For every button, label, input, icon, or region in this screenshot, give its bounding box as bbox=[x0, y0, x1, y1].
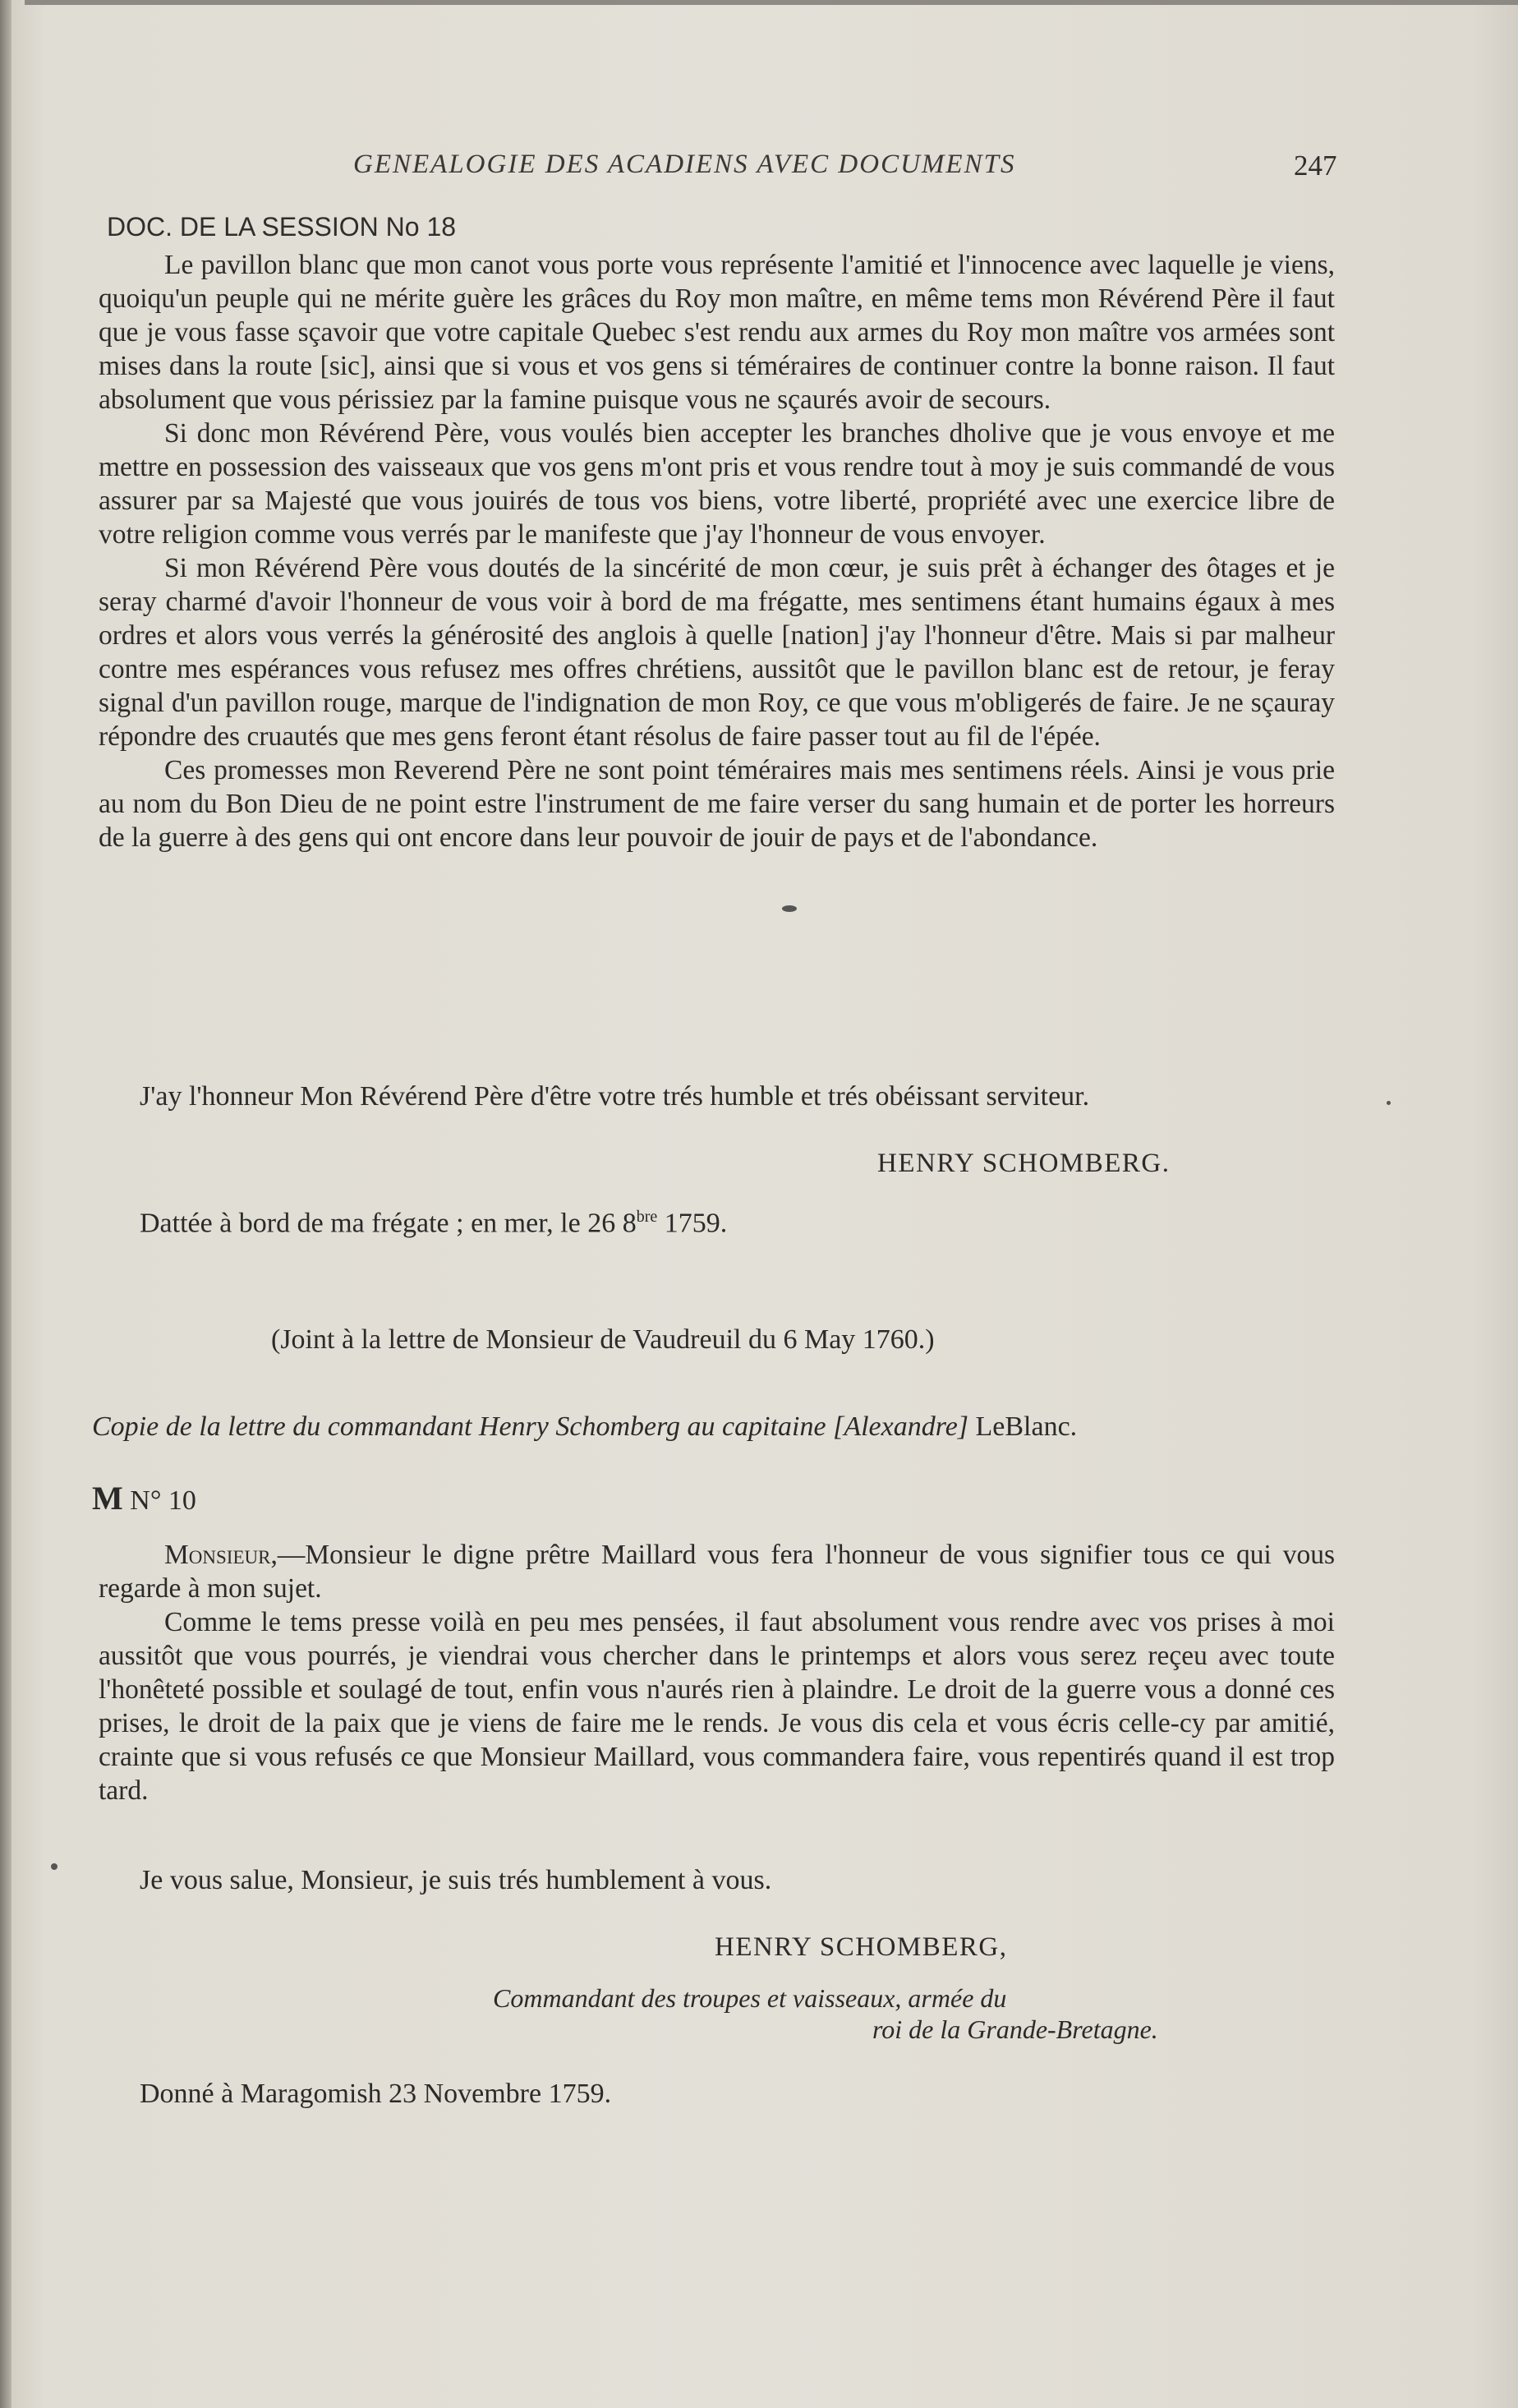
copy-heading-name: [Alexandre] bbox=[833, 1411, 969, 1442]
letter-two-first-paragraph: —Monsieur le digne prêtre Maillard vous fera l'honneur de vous signifier tous ce qui vous regarde à mon sujet. bbox=[99, 1540, 1335, 1604]
page-number: 247 bbox=[1294, 150, 1337, 182]
date-year: 1759. bbox=[657, 1208, 728, 1239]
letter-one-date bbox=[140, 1208, 727, 1239]
letter-two-paragraph: Comme le tems presse voilà en peu mes pensées, il faut absolument vous rendre avec vos prises à moi aussitôt que vous pourrés, je viendrai vous chercher dans le printemps et alors vous serez reçeu avec toute l'honêteté possible et soulagé de tout, enfin vous n'aurés rien à plaindre. Le droit de la guerre vous a donné ces prises, le droit de la paix que je viens de faire me le rends. Je vous dis cela et vous écris celle-cy par amitié, crainte que si vous refusés ce que Monsieur Maillard, vous commandera faire, vous repentirés quand il est trop tard. bbox=[99, 1607, 1335, 1806]
doc-number-letter: M bbox=[92, 1480, 123, 1517]
date-text: Dattée à bord de ma frégate ; en mer, le 26 8 bbox=[140, 1208, 637, 1239]
copy-heading-suffix: LeBlanc. bbox=[968, 1411, 1078, 1442]
doc-number-value: N° 10 bbox=[130, 1485, 196, 1516]
letter-one-paragraph: Si mon Révérend Père vous doutés de la sincérité de mon cœur, je suis prêt à échanger des ôtages et je seray charmé d'avoir l'honneur de vous voir à bord de ma frégatte, mes sentimens étant humains égaux à mes ordres et alors vous verrés la générosité des anglois à quelle [nation] j'ay l'honneur d'être. Mais si par malheur contre mes espérances vous refusez mes offres chrétiens, aussitôt que le pavillon blanc est de retour, je feray signal d'un pavillon rouge, marque de l'indignation de mon Roy, ce que vous m'obligerés de faire. Je ne sçauray répondre des cruautés que mes gens feront étant résolus de faire passer tout au fil de l'épée. bbox=[99, 553, 1335, 752]
letter-two-closing: Je vous salue, Monsieur, je suis trés humblement à vous. bbox=[140, 1865, 772, 1895]
signatory-title-line-1: Commandant des troupes et vaisseaux, armée du bbox=[493, 1983, 1007, 2013]
ink-speck bbox=[782, 905, 797, 912]
salutation: Monsieur, bbox=[164, 1540, 278, 1570]
letter-one-paragraph: Le pavillon blanc que mon canot vous porte vous représente l'amitié et l'innocence avec laquelle je viens, quoiqu'un peuple qui ne mérite guère les grâces du Roy mon maître, en même tems mon Révérend Père il faut que je vous fasse sçavoir que votre capitale Quebec s'est rendu aux armes du Roy mon maître vos armées sont mises dans la route [sic], ainsi que si vous et vos gens si téméraires de continuer contre la bonne raison. Il faut absolument que vous périssiez par la famine puisque vous ne sçaurés avoir de secours. bbox=[99, 250, 1335, 415]
letter-two-paragraph bbox=[99, 1538, 1335, 1605]
date-superscript: bre bbox=[636, 1208, 658, 1226]
letter-two-signature: HENRY SCHOMBERG, bbox=[715, 1932, 1008, 1962]
letter-two-date: Donné à Maragomish 23 Novembre 1759. bbox=[140, 2079, 612, 2109]
session-label: DOC. DE LA SESSION No 18 bbox=[107, 212, 457, 242]
book-gutter bbox=[0, 0, 12, 2408]
ink-speck bbox=[1387, 1101, 1391, 1105]
letter-one-body bbox=[99, 248, 1335, 854]
attachment-note: (Joint à la lettre de Monsieur de Vaudreuil du 6 May 1760.) bbox=[271, 1324, 935, 1355]
ink-speck bbox=[51, 1863, 58, 1870]
letter-one-paragraph: Ces promesses mon Reverend Père ne sont point téméraires mais mes sentimens réels. Ainsi je vous prie au nom du Bon Dieu de ne point estre l'instrument de me faire verser du sang humain et de porter les horreurs de la guerre à des gens qui ont encore dans leur pouvoir de jouir de pays et de l'abondance. bbox=[99, 755, 1335, 853]
copy-heading bbox=[92, 1411, 1077, 1443]
doc-number bbox=[92, 1479, 196, 1517]
letter-one-closing: J'ay l'honneur Mon Révérend Père d'être votre trés humble et trés obéissant serviteur. bbox=[140, 1081, 1090, 1112]
letter-one-signature: HENRY SCHOMBERG. bbox=[877, 1149, 1171, 1178]
page-top-edge bbox=[25, 0, 1518, 5]
running-title: GENEALOGIE DES ACADIENS AVEC DOCUMENTS bbox=[353, 150, 1016, 179]
letter-one-paragraph: Si donc mon Révérend Père, vous voulés bien accepter les branches dholive que je vous envoye et me mettre en possession des vaisseaux que vos gens m'ont pris et vous rendre tout à moy je suis commandé de vous assurer par sa Majesté que vous jouirés de tous vos biens, votre liberté, propriété avec une exercice libre de votre religion comme vous verrés par le manifeste que j'ay l'honneur de vous envoyer. bbox=[99, 418, 1335, 550]
signatory-title-line-2: roi de la Grande-Bretagne. bbox=[872, 2014, 1158, 2044]
letter-two-body bbox=[99, 1538, 1335, 1807]
copy-heading-text: Copie de la lettre du commandant Henry Schomberg au capitaine bbox=[92, 1411, 834, 1442]
